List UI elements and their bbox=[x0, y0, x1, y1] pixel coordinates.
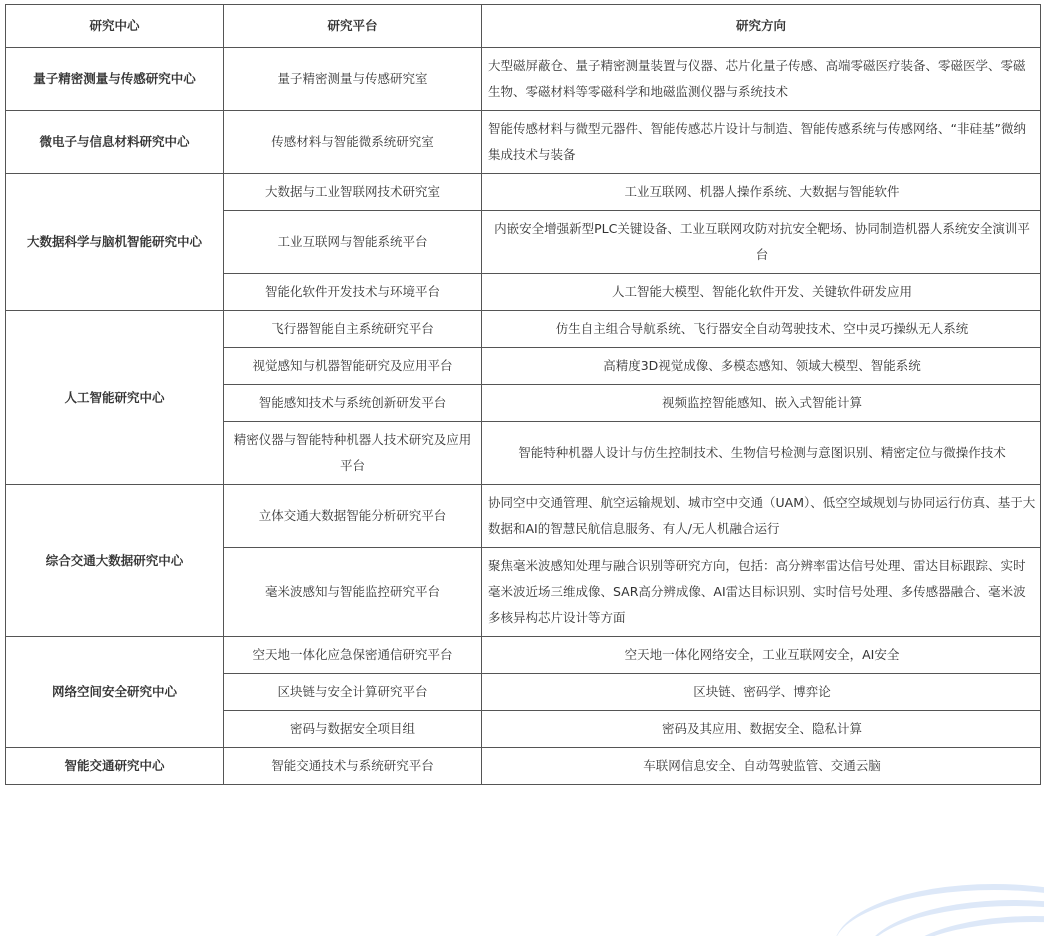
research-center-cell: 综合交通大数据研究中心 bbox=[6, 485, 224, 637]
research-direction-cell: 高精度3D视觉成像、多模态感知、领域大模型、智能系统 bbox=[482, 348, 1041, 385]
research-center-cell: 人工智能研究中心 bbox=[6, 311, 224, 485]
table-body bbox=[6, 48, 1041, 785]
research-direction-cell: 聚焦毫米波感知处理与融合识别等研究方向，包括：高分辨率雷达信号处理、雷达目标跟踪、实时毫米波近场三维成像、SAR高分辨成像、AI雷达目标识别、实时信号处理、多传感器融合、毫米波多核异构芯片设计等方面 bbox=[482, 548, 1041, 637]
header-platform: 研究平台 bbox=[224, 5, 482, 48]
research-platform-cell: 智能交通技术与系统研究平台 bbox=[224, 748, 482, 785]
table-row bbox=[6, 748, 1041, 785]
research-platform-cell: 飞行器智能自主系统研究平台 bbox=[224, 311, 482, 348]
research-center-cell: 网络空间安全研究中心 bbox=[6, 637, 224, 748]
research-direction-cell: 车联网信息安全、自动驾驶监管、交通云脑 bbox=[482, 748, 1041, 785]
research-platform-cell: 传感材料与智能微系统研究室 bbox=[224, 111, 482, 174]
research-direction-cell: 大型磁屏蔽仓、量子精密测量装置与仪器、芯片化量子传感、高端零磁医疗装备、零磁医学、零磁生物、零磁材料等零磁科学和地磁监测仪器与系统技术 bbox=[482, 48, 1041, 111]
research-direction-cell: 区块链、密码学、博弈论 bbox=[482, 674, 1041, 711]
research-direction-cell: 密码及其应用、数据安全、隐私计算 bbox=[482, 711, 1041, 748]
research-platform-cell: 立体交通大数据智能分析研究平台 bbox=[224, 485, 482, 548]
research-platform-cell: 毫米波感知与智能监控研究平台 bbox=[224, 548, 482, 637]
research-center-cell: 微电子与信息材料研究中心 bbox=[6, 111, 224, 174]
research-table bbox=[5, 4, 1041, 785]
research-direction-cell: 人工智能大模型、智能化软件开发、关键软件研发应用 bbox=[482, 274, 1041, 311]
research-platform-cell: 精密仪器与智能特种机器人技术研究及应用平台 bbox=[224, 422, 482, 485]
research-direction-cell: 仿生自主组合导航系统、飞行器安全自动驾驶技术、空中灵巧操纵无人系统 bbox=[482, 311, 1041, 348]
research-direction-cell: 空天地一体化网络安全，工业互联网安全，AI安全 bbox=[482, 637, 1041, 674]
research-platform-cell: 区块链与安全计算研究平台 bbox=[224, 674, 482, 711]
research-direction-cell: 工业互联网、机器人操作系统、大数据与智能软件 bbox=[482, 174, 1041, 211]
table-row bbox=[6, 311, 1041, 348]
research-platform-cell: 智能感知技术与系统创新研发平台 bbox=[224, 385, 482, 422]
header-center: 研究中心 bbox=[6, 5, 224, 48]
table-row bbox=[6, 174, 1041, 211]
research-platform-cell: 视觉感知与机器智能研究及应用平台 bbox=[224, 348, 482, 385]
table-row bbox=[6, 111, 1041, 174]
table-header-row bbox=[6, 5, 1041, 48]
watermark-decoration bbox=[814, 866, 1044, 936]
research-center-cell: 智能交通研究中心 bbox=[6, 748, 224, 785]
research-direction-cell: 协同空中交通管理、航空运输规划、城市空中交通（UAM）、低空空域规划与协同运行仿真、基于大数据和AI的智慧民航信息服务、有人/无人机融合运行 bbox=[482, 485, 1041, 548]
research-direction-cell: 智能传感材料与微型元器件、智能传感芯片设计与制造、智能传感系统与传感网络、“非硅基”微纳集成技术与装备 bbox=[482, 111, 1041, 174]
research-direction-cell: 视频监控智能感知、嵌入式智能计算 bbox=[482, 385, 1041, 422]
header-direction: 研究方向 bbox=[482, 5, 1041, 48]
research-platform-cell: 量子精密测量与传感研究室 bbox=[224, 48, 482, 111]
research-center-cell: 量子精密测量与传感研究中心 bbox=[6, 48, 224, 111]
research-platform-cell: 工业互联网与智能系统平台 bbox=[224, 211, 482, 274]
research-direction-cell: 内嵌安全增强新型PLC关键设备、工业互联网攻防对抗安全靶场、协同制造机器人系统安全演训平台 bbox=[482, 211, 1041, 274]
table-row bbox=[6, 637, 1041, 674]
research-platform-cell: 密码与数据安全项目组 bbox=[224, 711, 482, 748]
research-platform-cell: 智能化软件开发技术与环境平台 bbox=[224, 274, 482, 311]
research-platform-cell: 空天地一体化应急保密通信研究平台 bbox=[224, 637, 482, 674]
research-direction-cell: 智能特种机器人设计与仿生控制技术、生物信号检测与意图识别、精密定位与微操作技术 bbox=[482, 422, 1041, 485]
table-row bbox=[6, 48, 1041, 111]
table-row bbox=[6, 485, 1041, 548]
research-platform-cell: 大数据与工业智联网技术研究室 bbox=[224, 174, 482, 211]
research-center-cell: 大数据科学与脑机智能研究中心 bbox=[6, 174, 224, 311]
